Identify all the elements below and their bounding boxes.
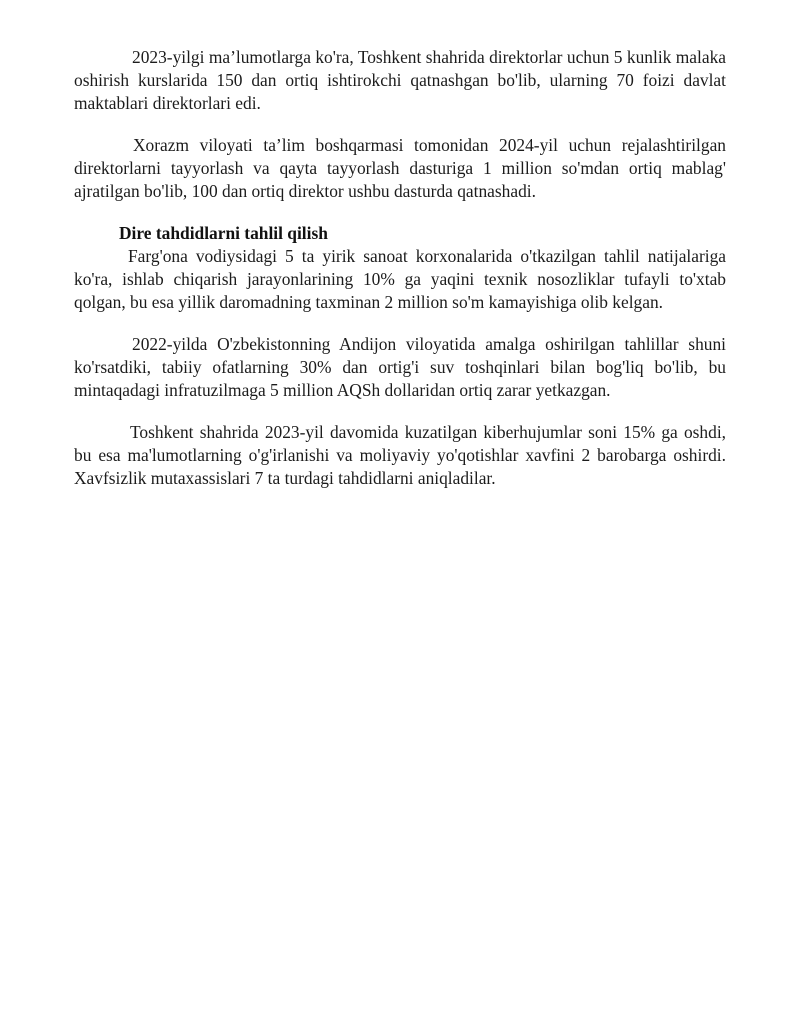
paragraph-tashkent-cyberattacks: Toshkent shahrida 2023-yil davomida kuzatilgan kiberhujumlar soni 15% ga oshdi, bu esa ma'lumotlarning o'g'irlanishi va moliyaviy yo'qotishlar xavfini 2 barobarga oshirdi. Xavfsizlik mutaxassislari 7 ta turdagi tahdidlarni aniqladilar. (74, 422, 726, 488)
section-heading: Dire tahdidlarni tahlil qilish (119, 223, 328, 243)
document-body (74, 46, 726, 509)
paragraph-khorezm-education-program: Xorazm viloyati ta’lim boshqarmasi tomonidan 2024-yil uchun rejalashtirilgan direktorlarni tayyorlash va qayta tayyorlash dasturiga 1 million so'mdan ortiq mablag' ajratilgan bo'lib, 100 dan ortiq direktor ushbu dasturda qatnashadi. (74, 135, 726, 201)
paragraph-directors-training-tashkent: 2023-yilgi ma’lumotlarga ko'ra, Toshkent shahrida direktorlar uchun 5 kunlik malaka oshirish kurslarida 150 dan ortiq ishtirokchi qatnashgan bo'lib, ularning 70 foizi davlat maktablari direktorlari edi. (74, 47, 726, 113)
paragraph-andijan-disasters: 2022-yilda O'zbekistonning Andijon viloyatida amalga oshirilgan tahlillar shuni ko'rsatdiki, tabiiy ofatlarning 30% dan ortig'i suv toshqinlari bilan bog'liq bo'lib, bu mintaqadagi infratuzilmaga 5 million AQSh dollaridan ortiq zarar yetkazgan. (74, 334, 726, 400)
paragraph-fergana-industry: Farg'ona vodiysidagi 5 ta yirik sanoat korxonalarida o'tkazilgan tahlil natijalariga ko'ra, ishlab chiqarish jarayonlarining 10% ga yaqini texnik nosozliklar tufayli to'xtab qolgan, bu esa yillik daromadning taxminan 2 million so'm kamayishiga olib kelgan. (74, 246, 726, 312)
section-block (74, 222, 726, 314)
